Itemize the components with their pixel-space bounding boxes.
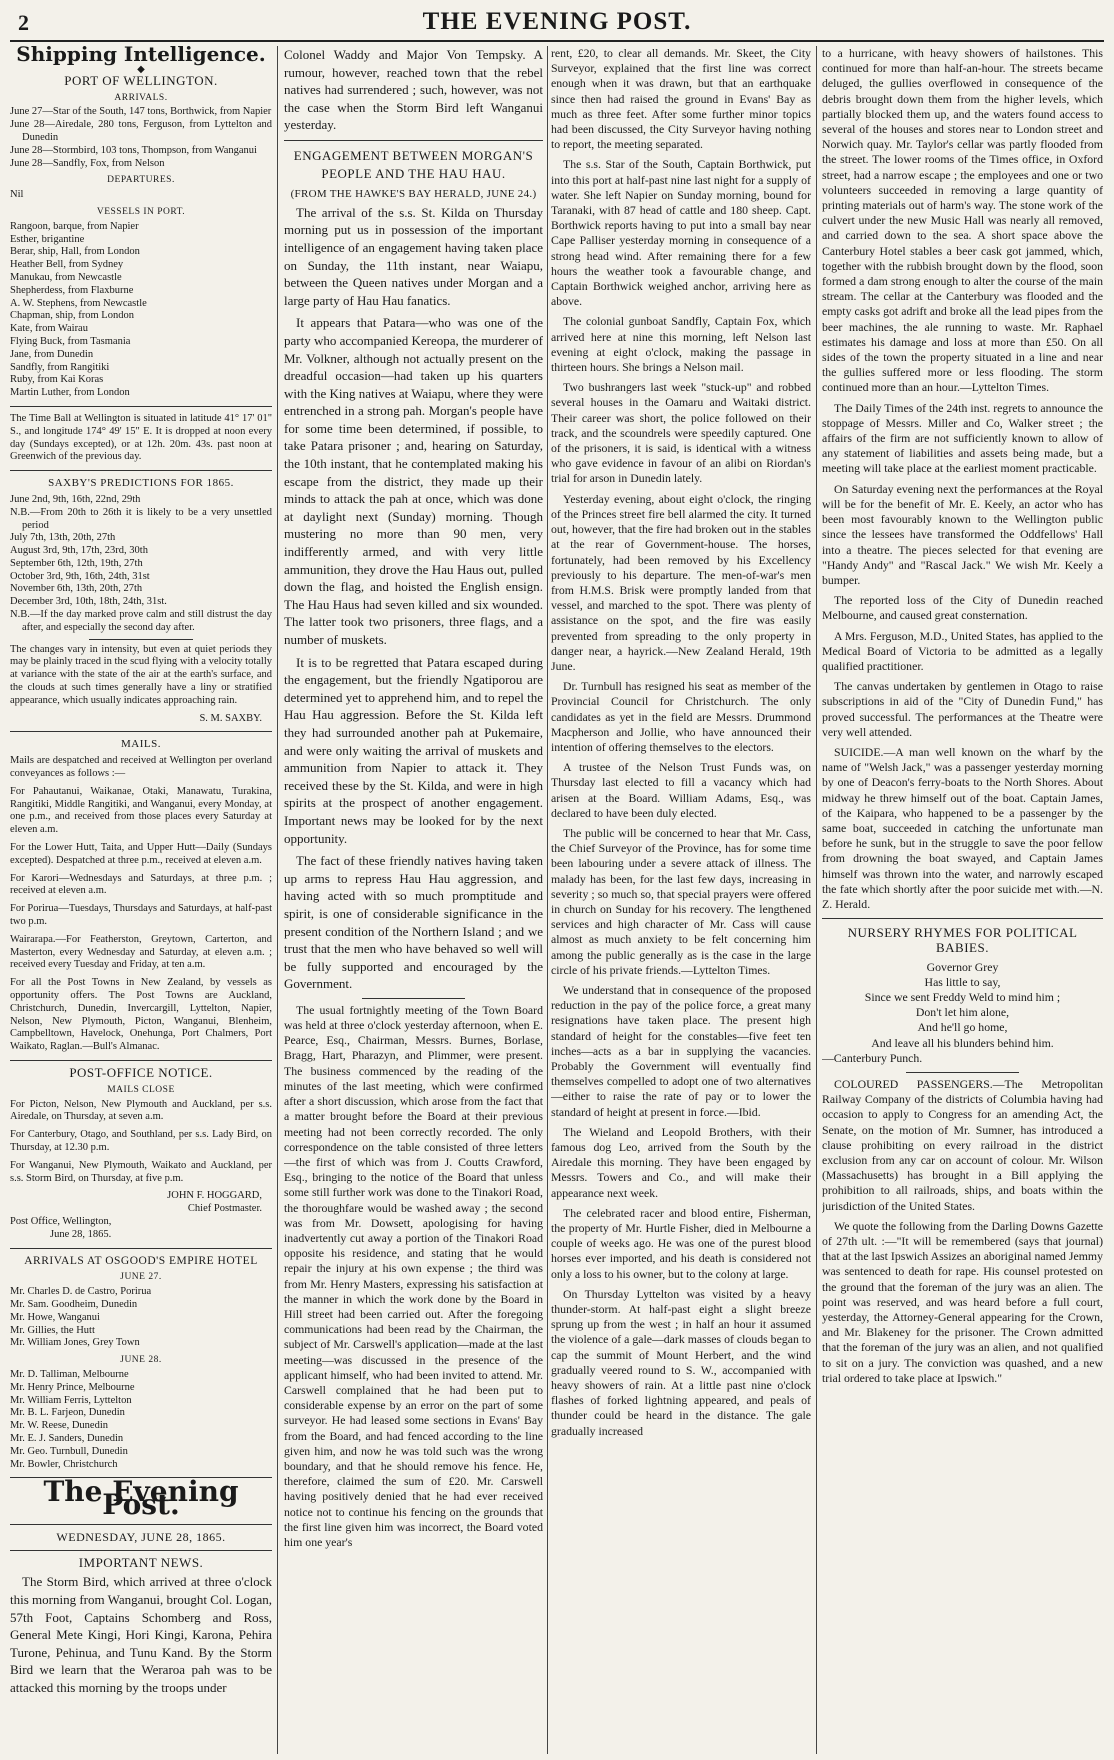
post-office-heading: POST-OFFICE NOTICE.: [69, 1064, 213, 1080]
poem-line: And he'll go home,: [917, 1020, 1008, 1035]
divider: [906, 1072, 1018, 1073]
list-item: June 28—Stormbird, 103 tons, Thompson, from Wanganui: [10, 144, 257, 156]
page-number: 2: [18, 10, 29, 35]
engagement-source: (FROM THE HAWKE'S BAY HERALD, JUNE 24.): [290, 188, 537, 201]
hotel-date: JUNE 27.: [120, 1272, 162, 1283]
list-item: December 3rd, 10th, 18th, 24th, 31st.: [10, 596, 167, 608]
po-place: Post Office, Wellington,: [10, 1215, 112, 1227]
divider: [89, 639, 194, 640]
list-item: Ruby, from Kai Koras: [10, 374, 104, 386]
list-item: Mr. Gillies, the Hutt: [10, 1324, 95, 1336]
column-1: [10, 46, 272, 1754]
masthead-rule: [10, 40, 1104, 42]
po-item: For Canterbury, Otago, and Southland, per s.s. Lady Bird, on Thursday, at 12.30 p.m.: [10, 1129, 272, 1153]
article-paragraph: The Wieland and Leopold Brothers, with their famous dog Leo, arrived from the South by the Airedale this morning. They have been engaged by Messrs. Towers and Co., and will make their appearance next week.: [551, 1124, 811, 1200]
list-item: November 6th, 13th, 20th, 27th: [10, 583, 143, 595]
list-item: June 28—Airedale, 280 tons, Ferguson, from Lyttelton and Dunedin: [10, 119, 272, 143]
divider: [362, 998, 466, 999]
list-item: July 7th, 13th, 20th, 27th: [10, 532, 116, 544]
list-item: A. W. Stephens, from Newcastle: [10, 297, 147, 309]
vessels-heading: VESSELS IN PORT.: [96, 206, 186, 217]
article-paragraph: On Saturday evening next the performances at the Royal will be for the benefit of Mr. E. Keely, an actor who has been most favourably known to the Wellington public since the lessees have transformed the Oddfellows' Hall into a theatre. The pieces selected for that evening are "Handy Andy" and "Rascal Jack." We wish Mr. Keely a bumper.: [822, 481, 1103, 587]
edition-date: WEDNESDAY, JUNE 28, 1865.: [56, 1529, 226, 1544]
mails-item: Wairarapa.—For Featherston, Greytown, Carterton, and Masterton, every Wednesday and Saturday, at eleven a.m. ; received every Tuesday and Friday, at ten a.m.: [10, 933, 272, 971]
article-paragraph: Dr. Turnbull has resigned his seat as member of the Provincial Council for Christchurch. The only candidates as yet in the field are Messrs. Drummond Macpherson and Jollie, who have announced their intention of offering themselves to the electors.: [551, 679, 811, 754]
list-item: Mr. Bowler, Christchurch: [10, 1458, 118, 1470]
list-item: Rangoon, barque, from Napier: [10, 220, 139, 232]
article-continuation: Colonel Waddy and Major Von Tempsky. A rumour, however, reached town that the rebel natives had surrendered ; such, however, was not the case when the Storm Bird left Wanganui yesterday.: [284, 47, 543, 133]
article-paragraph: On Thursday Lyttelton was visited by a heavy thunder-storm. At half-past eight a slight breeze sprung up from the west ; in half an hour it assumed the violence of a gale—dark masses of clouds began to cap the summit of Mount Herbert, and the wind gradually veered round to S. W., accompanied with heavy showers of rain. At a little past nine o'clock flashes of forked lightning appeared, and peals of thunder could be heard in the distance. The gale gradually increased: [551, 1286, 811, 1438]
poem-line: And leave all his blunders behind him.: [871, 1035, 1054, 1050]
list-item: June 2nd, 9th, 16th, 22nd, 29th: [10, 493, 141, 505]
list-item: Flying Buck, from Tasmania: [10, 335, 131, 347]
article-paragraph: The public will be concerned to hear that Mr. Cass, the Chief Surveyor of the Province, has for some time been labouring under a severe attack of illness. The malady has been, for the last few days, increasing in severity ; so much so, that special prayers were offered in church on Sunday for his recovery. The lengthened services and high character of Mr. Cass will cause almost as much anxiety to be felt concerning him among the public generally as is the case in the large circle of his private friends.—Lyttelton Times.: [551, 825, 811, 977]
mails-close-heading: MAILS CLOSE: [107, 1084, 175, 1095]
hotel-guests: [10, 1369, 272, 1471]
hotel-guests: [10, 1286, 272, 1350]
column-3: [551, 46, 811, 1754]
article-paragraph: Yesterday evening, about eight o'clock, the ringing of the Princes street fire bell alarmed the city. It turned out, however, that the fire had broken out in the stables at the rear of Government-house. The horses, fortunately, had been removed by his Excellency previously to his departure. The men-of-war's men from H.M.S. Brisk were promptly landed from that vessel, and marched to the spot. There was plenty of assistance on the spot, and the fire was easily prevented from spreading to the only property in danger near, a hayrick.—New Zealand Herald, 19th June.: [551, 491, 811, 673]
mails-item: For Porirua—Tuesdays, Thursdays and Saturdays, at half-past two p.m.: [10, 903, 272, 928]
column-rule: [547, 46, 548, 1754]
column-2: [284, 46, 543, 1754]
divider: [10, 731, 272, 732]
article-paragraph: rent, £20, to clear all demands. Mr. Skeet, the City Surveyor, explained that the first line was correct enough when it was drawn, but that an earthquake since then had raised the ground in Evans' Bay as much as three feet. After some further minor topics had been discussed, the City Surveyor having nothing to report, the meeting separated.: [551, 46, 811, 152]
poem-line: Since we sent Freddy Weld to mind him ;: [864, 989, 1061, 1004]
poem-line: Governor Grey: [926, 959, 999, 974]
article-paragraph: The colonial gunboat Sandfly, Captain Fox, which arrived here at nine this morning, left Nelson last evening at eight o'clock, making the passage in thirteen hours. She brings a Nelson mail.: [551, 314, 811, 375]
list-item: Jane, from Dunedin: [10, 348, 94, 360]
article-paragraph: to a hurricane, with heavy showers of hailstones. This continued for more than half-an-hour. The streets became deluged, the gullies overflowed in consequence of the debris brought down them from the higher levels, which partially blocked them up, and the waters found access to several of the houses and stores near to London street and Norwich quay. Mr. Taylor's cellar was partly flooded from the street. The lower rooms of the Times office, in Oxford street, had a narrow escape ; the employees and one or two volunteers succeeded in removing a large quantity of printing materials out of harm's way. The stone work of the culvert under the new Music Hall was nearly all removed, and carried down to the sea. A short space above the Canterbury Hotel stables a beer cask got jammed, which, together with the rubbish brought down by the flood, soon formed a dam strong enough to alter the course of the main stream. The cellar at the Canterbury was flooded and the empty casks got adrift and broke all the lead pipes from the beer machines, the ale running to waste. Mr. Raphael estimates his damage and loss at more than £50. On all sides of the town the property situated in a line and near the gullies suffered more or less flooding. The storm continued more than an hour.—Lyttelton Times.: [822, 46, 1103, 395]
arrivals-list: [10, 106, 272, 170]
departures-text: Nil: [10, 189, 24, 201]
departures-heading: DEPARTURES.: [107, 175, 175, 186]
article-paragraph: We understand that in consequence of the proposed reduction in the pay of the police force, a great many resignations have taken place. The present high standard of height for the constables—five feet ten inches—acts as a bar in supplying the vacancies. Probably the Government will eventually find themselves compelled to adopt one of two alternatives—either to raise the rate of pay or to lower the standard of height at present in force.—Ibid.: [551, 982, 811, 1119]
list-item: Heather Bell, from Sydney: [10, 259, 124, 271]
town-board-article: The usual fortnightly meeting of the Town Board was held at three o'clock yesterday afternoon, when E. Pearce, Esq., Chairman, Messrs. Burnes, Borlase, Bragg, Hart, Pharazyn, and Plimmer, were present. The business commenced by the reading of the minutes of the last meeting, which were confirmed after a short discussion, which arose from the fact that a matter brought before the Board at their previous meeting had not been correctly recorded. The only correspondence on the table consisted of three letters—the first of which was from J. Coutts Crawford, Esq., bringing to the notice of the Board that unless some still further work was done to the Tinakori Road, the thoroughfare would be washed away ; the second was from Mr. Dowsett, apologising for having inadvertently cut away a portion of the Tinakori Road opposite his residence, and stating that he would repair the injury at his own expense ; the third was from Mr. Henry Masters, expressing his satisfaction at the manner in which the work done by the Board in Hill street had been carried out. After the foregoing communications had been read by the Chairman, the subject of Mr. Carswell's application—made at the last meeting—was discussed in the presence of the applicant himself, who had been invited to attend. Mr. Carswell complained that he had been put to considerable expense by an error on the part of some surveyor. He had leased some sections in Evans' Bay from the Board, and had fenced according to the line given him, and now he was told such was the wrong boundary, and that he should remove his fence. He, therefore, claimed the sum of £20. Mr. Carswell having positively denied that he had ever received notice not to continue his fencing on the grounds that the first line given him was incorrect, the Board voted him one year's: [284, 1002, 543, 1549]
po-signature-title: Chief Postmaster.: [187, 1203, 262, 1215]
list-item: Mr. William Ferris, Lyttelton: [10, 1394, 132, 1406]
list-item: N.B.—From 20th to 26th it is likely to be a very unsettled period: [10, 506, 272, 531]
rhymes-heading: NURSERY RHYMES FOR POLITICAL BABIES.: [847, 925, 1078, 956]
column-4: [822, 46, 1103, 1754]
list-item: Mr. W. Reese, Dunedin: [10, 1420, 108, 1432]
paper-name: The Evening Post.: [43, 1475, 239, 1522]
article-paragraph: COLOURED PASSENGERS.—The Metropolitan Railway Company of the districts of Columbia having had occasion to apply to Congress for an amending Act, the Senate, on the motion of Mr. Sumner, has introduced a clause prohibiting on every railroad in the district exclusion from any car on account of colour. Mr. Wilson (Massachusetts) has brought in a Bill applying the prohibition to all railroads, ships, and boats within the jurisdiction of the United States.: [822, 1077, 1103, 1213]
article-paragraph: A Mrs. Ferguson, M.D., United States, has applied to the Medical Board of Victoria to be admitted as a legally qualified practitioner.: [822, 628, 1103, 673]
arrivals-heading: ARRIVALS.: [114, 92, 168, 103]
list-item: N.B.—If the day marked prove calm and still distrust the day after, and especially the second day after.: [10, 609, 272, 633]
saxby-heading: SAXBY'S PREDICTIONS FOR 1865.: [48, 477, 234, 490]
divider: [10, 1550, 272, 1551]
poem-line: Has little to say,: [924, 974, 1001, 989]
article-paragraph: Two bushrangers last week "stuck-up" and robbed several houses in the Oamaru and Waitaki district. Their career was short, the police followed on their track, and the scoundrels were speedily captured. One of the prisoners, it is said, is identical with a witness who gave evidence in favour of an alibi on Riordan's trial for arson in Dunedin lately.: [551, 380, 811, 486]
divider: [822, 918, 1103, 919]
list-item: Mr. B. L. Farjeon, Dunedin: [10, 1407, 125, 1419]
list-item: Chapman, ship, from London: [10, 310, 134, 322]
article-paragraph: The Daily Times of the 24th inst. regrets to announce the stoppage of Messrs. Miller and Co, Walker street ; the affairs of the firm are not sufficiently known to allow of any statement of liabilities and assets being made, but a meeting will take place at the earliest moment practicable.: [822, 400, 1103, 476]
timeball-notice: The Time Ball at Wellington is situated in latitude 41° 17' 01" S., and longitude 174° 49' 15" E. It is dropped at noon every day (Sundays excepted), or at 12h. 20m. 43s. past noon at Greenwich of the previous day.: [10, 412, 272, 463]
list-item: September 6th, 12th, 19th, 27th: [10, 557, 143, 569]
mails-item: For the Lower Hutt, Taita, and Upper Hutt—Daily (Sundays excepted). Despatched at three p.m., received at eleven a.m.: [10, 842, 272, 866]
divider: [10, 470, 272, 471]
news-heading: IMPORTANT NEWS.: [78, 1554, 204, 1570]
hotel-heading: ARRIVALS AT OSGOOD'S EMPIRE HOTEL: [24, 1254, 258, 1267]
list-item: Mr. Henry Prince, Melbourne: [10, 1381, 135, 1393]
po-date: June 28, 1865.: [50, 1228, 112, 1240]
saxby-list: [10, 494, 272, 635]
saxby-note: The changes vary in intensity, but even at quiet periods they may be plainly traced in the scud flying with a velocity totally at variance with the state of the air at the earth's surface, and the clouds at such times generally have a liny or stratified appearance, which usually indicates approaching rain.: [10, 643, 272, 706]
list-item: Sandfly, from Rangitiki: [10, 361, 110, 373]
article-paragraph: The fact of these friendly natives having taken up arms to repress Hau Hau aggression, and having acted with so much promptitude and spirit, is one of considerable significance in the present condition of the Northern Island ; and we trust that the men who have behaved so well will be fully supported and encouraged by the Government.: [284, 853, 543, 992]
divider: [10, 406, 272, 407]
list-item: October 3rd, 9th, 16th, 24th, 31st: [10, 570, 150, 582]
page-title: THE EVENING POST.: [422, 8, 692, 35]
list-item: Mr. Sam. Goodheim, Dunedin: [10, 1298, 138, 1310]
list-item: June 28—Sandfly, Fox, from Nelson: [10, 157, 165, 169]
list-item: Shepherdess, from Flaxburne: [10, 284, 134, 296]
hotel-date: JUNE 28.: [120, 1355, 162, 1366]
article-paragraph: The canvas undertaken by gentlemen in Otago to raise subscriptions in aid of the "City of Dunedin Fund," has proved successful. The performances at the Theatre were very well attended.: [822, 679, 1103, 739]
mails-item: For all the Post Towns in New Zealand, by vessels as opportunity offers. The Post Towns are Auckland, Christchurch, Dunedin, Invercargill, Lyttelton, Napier, Nelson, New Plymouth, Picton, Wanganui, Blenheim, Campbelltown, Havelock, Onehunga, Port Chalmers, Port Waikato, Raglan.—Bull's Almanac.: [10, 977, 272, 1053]
list-item: Mr. William Jones, Grey Town: [10, 1337, 140, 1349]
poem-source: —Canterbury Punch.: [822, 1050, 923, 1065]
po-item: For Picton, Nelson, New Plymouth and Auckland, per s.s. Airedale, on Thursday, at seven a.m.: [10, 1098, 272, 1123]
list-item: Mr. D. Talliman, Melbourne: [10, 1368, 129, 1380]
shipping-heading: Shipping Intelligence.: [16, 46, 266, 66]
article-paragraph: SUICIDE.—A man well known on the wharf by the name of "Welsh Jack," was a passenger yesterday morning by one of Deacon's ferry-boats to the North Shores. About midway he threw himself out of the boat. Captain James, of the Kaipara, who happened to be a passenger by the same boat, succeeded in catching the unfortunate man before he sunk, but in the struggle to save the poor fellow from drowning the boat swayed, and Captain James himself was thrown into the water, and narrowly escaped the fate which shortly after the poor suicide met with.—N. Z. Herald.: [822, 744, 1103, 911]
engagement-heading: ENGAGEMENT BETWEEN MORGAN'S PEOPLE AND THE HAU HAU.: [293, 147, 534, 181]
list-item: Manukau, from Newcastle: [10, 271, 122, 283]
column-rule: [816, 46, 817, 1754]
column-rule: [277, 46, 278, 1754]
divider: [10, 1524, 272, 1525]
list-item: August 3rd, 9th, 17th, 23rd, 30th: [10, 545, 148, 557]
list-item: Mr. Howe, Wanganui: [10, 1311, 100, 1323]
list-item: Kate, from Wairau: [10, 323, 88, 335]
po-signature: JOHN F. HOGGARD,: [167, 1190, 262, 1202]
mails-heading: MAILS.: [121, 738, 161, 751]
port-heading: PORT OF WELLINGTON.: [64, 72, 218, 88]
news-article: The Storm Bird, which arrived at three o'clock this morning from Wanganui, brought Col. Logan, 57th Foot, Captains Schomberg and Ross, General Mete Kingi, Hori Kingi, Karona, Pehira Turone, Pehinua, and Tunu Kand. By the Storm Bird we learn that the Weraroa pah was to be attacked this morning by the troops under: [10, 1574, 272, 1696]
poem-line: Don't let him alone,: [915, 1005, 1010, 1020]
rhymes-poem: [822, 960, 1103, 1066]
divider: [10, 1060, 272, 1061]
list-item: Mr. E. J. Sanders, Dunedin: [10, 1432, 124, 1444]
list-item: Esther, brigantine: [10, 233, 85, 245]
article-paragraph: The s.s. Star of the South, Captain Borthwick, put into this port at half-past nine last night for a supply of water. She left Napier on Sunday morning, bound for Taranaki, with 87 head of cattle and 180 sheep. Capt. Borthwick reports having to put into a small bay near Cape Palliser yesterday morning in consequence of a strong head wind. After remaining there for a few hours the weather took a favourable change, and Captain Borthwick weighed anchor, arriving here as above.: [551, 157, 811, 309]
list-item: Berar, ship, Hall, from London: [10, 246, 140, 258]
article-paragraph: We quote the following from the Darling Downs Gazette of 27th ult. :—"It will be remembered (says that journal) that at the last Ipswich Assizes an aboriginal named Jemmy was sentenced to death for rape. His counsel protested on the ground that the foreman of the jury was an alien. The point was reserved, and was heard before a full court, yesterday, the Attorney-General appearing for the Crown, and Mr. Blakeney for the prisoner. The Crown admitted that the foreman of the jury was an alien, and not qualified to sit on a jury. The conviction was quashed, and a new trial ordered to take place at Ipswich.": [822, 1218, 1103, 1385]
article-paragraph: The arrival of the s.s. St. Kilda on Thursday morning put us in possession of the important intelligence of an engagement having taken place on Sunday, the 11th instant, near Waiapu, between the Queen natives under Morgan and a large party of Hau Hau fanatics.: [284, 204, 543, 308]
article-paragraph: It is to be regretted that Patara escaped during the engagement, but the friendly Ngatiporou are determined yet to apprehend him, and to repel the Hau Hau aggression. Before the St. Kilda left they had surrounded another pah at Pukemaire, and were only waiting the arrival of muskets and ammunition from Napier to attack it. They received these by the St. Kilda, and were in high spirits at the prospect of another engagement. Important news may be looked for by the next opportunity.: [284, 654, 543, 846]
article-paragraph: It appears that Patara—who was one of the party who accompanied Kereopa, the murderer of Mr. Volkner, although not actually present on the dreadful occasion—had taken up his quarters with the King natives at Waiapu, where they were entrenched in a strong pah. Morgan's people have for some time been determined, if possible, to take Patara prisoner ; and, hearing on Saturday, the 10th instant, that he contemplated making his escape from the district, they made up their minds to attack the pah at once, which was done at daylight next (Sunday) morning. Though mustering no more than 90 men, very indifferently armed, and with very little ammunition, they drove the Hau Haus out, pulled down the flag, and hoisted the English ensign. The Hau Haus had seven killed and six wounded. The latter took two prisoners, three flags, and a number of muskets.: [284, 315, 543, 647]
mails-intro: Mails are despatched and received at Wellington per overland conveyances as follows :—: [10, 755, 272, 780]
divider: [284, 140, 543, 141]
article-paragraph: The reported loss of the City of Dunedin reached Melbourne, and caused great consternation.: [822, 593, 1103, 623]
ornament: ◆: [137, 63, 145, 75]
divider: [10, 1248, 272, 1249]
mails-item: For Karori—Wednesdays and Saturdays, at three p.m. ; received at eleven a.m.: [10, 872, 272, 897]
list-item: Mr. Charles D. de Castro, Porirua: [10, 1286, 152, 1298]
vessels-list: [10, 221, 272, 400]
list-item: Mr. Geo. Turnbull, Dunedin: [10, 1445, 128, 1457]
po-item: For Wanganui, New Plymouth, Waikato and Auckland, per s.s. Storm Bird, on Thursday, at five p.m.: [10, 1159, 272, 1184]
masthead: [0, 0, 1114, 40]
mails-item: For Pahautanui, Waikanae, Otaki, Manawatu, Turakina, Rangitiki, Middle Rangitiki, and Wanganui, every Monday, at one p.m., and received from those places every Saturday at eleven a.m.: [10, 785, 272, 836]
article-paragraph: The celebrated racer and blood entire, Fisherman, the property of Mr. Hurtle Fisher, died in Melbourne a couple of weeks ago. He was one of the purest blood horses ever imported, and his death is considered not only a loss to his owner, but to the colony at large.: [551, 1205, 811, 1281]
article-paragraph: A trustee of the Nelson Trust Funds was, on Thursday last elected to fill a vacancy which had arisen at the Board. William Adams, Esq., was declared to have been duly elected.: [551, 760, 811, 820]
list-item: June 27—Star of the South, 147 tons, Borthwick, from Napier: [10, 106, 272, 118]
list-item: Martin Luther, from London: [10, 387, 130, 399]
saxby-signature: S. M. SAXBY.: [199, 712, 262, 724]
